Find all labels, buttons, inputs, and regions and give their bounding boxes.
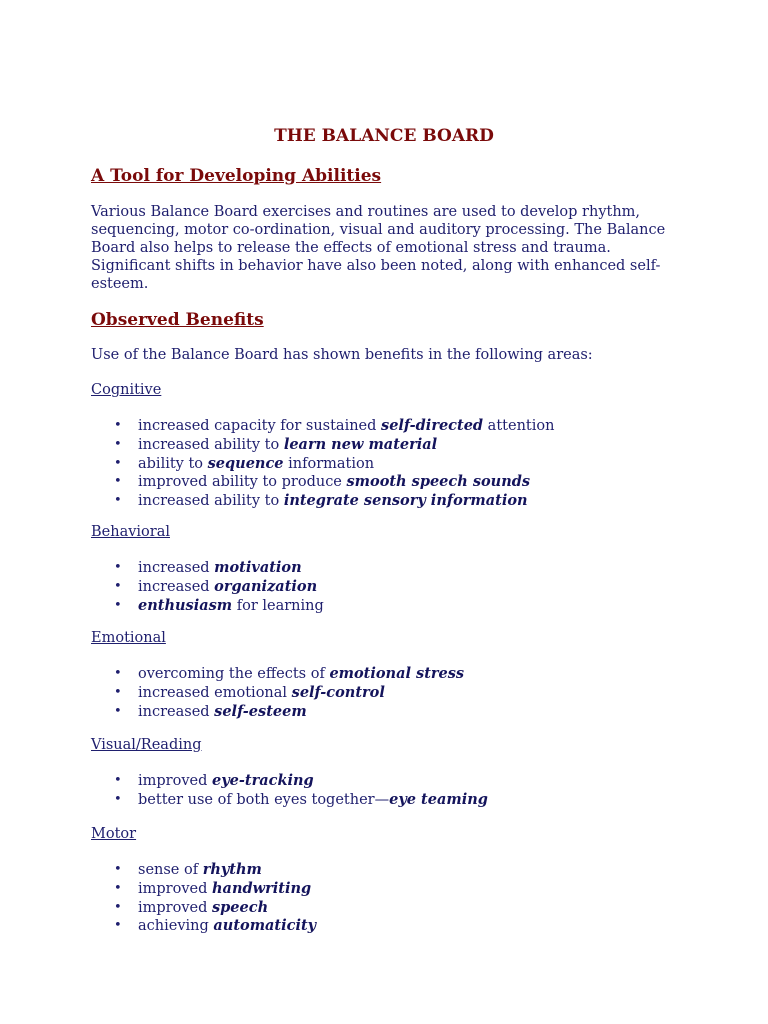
list-item: • increased motivation (91, 559, 691, 578)
list-item: • increased ability to integrate sensory information (91, 492, 691, 511)
section-label-motor: Motor (91, 826, 137, 842)
benefits-intro: Use of the Balance Board has shown benefits in the following areas: (91, 347, 593, 363)
list-item: • overcoming the effects of emotional stress (91, 665, 691, 684)
list-item: • sense of rhythm (91, 861, 691, 880)
cognitive-benefits-list (91, 417, 691, 511)
motor-benefits-list (91, 861, 691, 936)
list-item: • increased capacity for sustained self-directed attention (91, 417, 691, 436)
list-item: • increased organization (91, 578, 691, 597)
section-label-visual-reading: Visual/Reading (91, 737, 202, 753)
document-title: THE BALANCE BOARD (274, 126, 494, 146)
intro-paragraph: Various Balance Board exercises and routines are used to develop rhythm, sequencing, motor co-ordination, visual and auditory processing. The Balance Board also helps to release the effects of emotional stress and trauma. Significant shifts in behavior have also been noted, along with enhanced self-esteem. (91, 204, 666, 292)
list-item: • better use of both eyes together—eye teaming (91, 791, 691, 810)
emotional-benefits-list (91, 665, 691, 721)
list-item: • increased self-esteem (91, 703, 691, 722)
list-item: • ability to sequence information (91, 455, 691, 474)
list-item: • improved handwriting (91, 880, 691, 899)
list-item: • increased ability to learn new material (91, 436, 691, 455)
list-item: • improved speech (91, 899, 691, 918)
visual-reading-benefits-list (91, 772, 691, 810)
section-label-cognitive: Cognitive (91, 382, 162, 398)
benefits-heading: Observed Benefits (91, 310, 264, 330)
section-label-emotional: Emotional (91, 630, 166, 646)
behavioral-benefits-list (91, 559, 691, 615)
list-item: • improved eye-tracking (91, 772, 691, 791)
section-label-behavioral: Behavioral (91, 524, 170, 540)
list-item: • improved ability to produce smooth speech sounds (91, 473, 691, 492)
intro-heading: A Tool for Developing Abilities (91, 166, 382, 186)
list-item: • achieving automaticity (91, 917, 691, 936)
list-item: • enthusiasm for learning (91, 597, 691, 616)
list-item: • increased emotional self-control (91, 684, 691, 703)
